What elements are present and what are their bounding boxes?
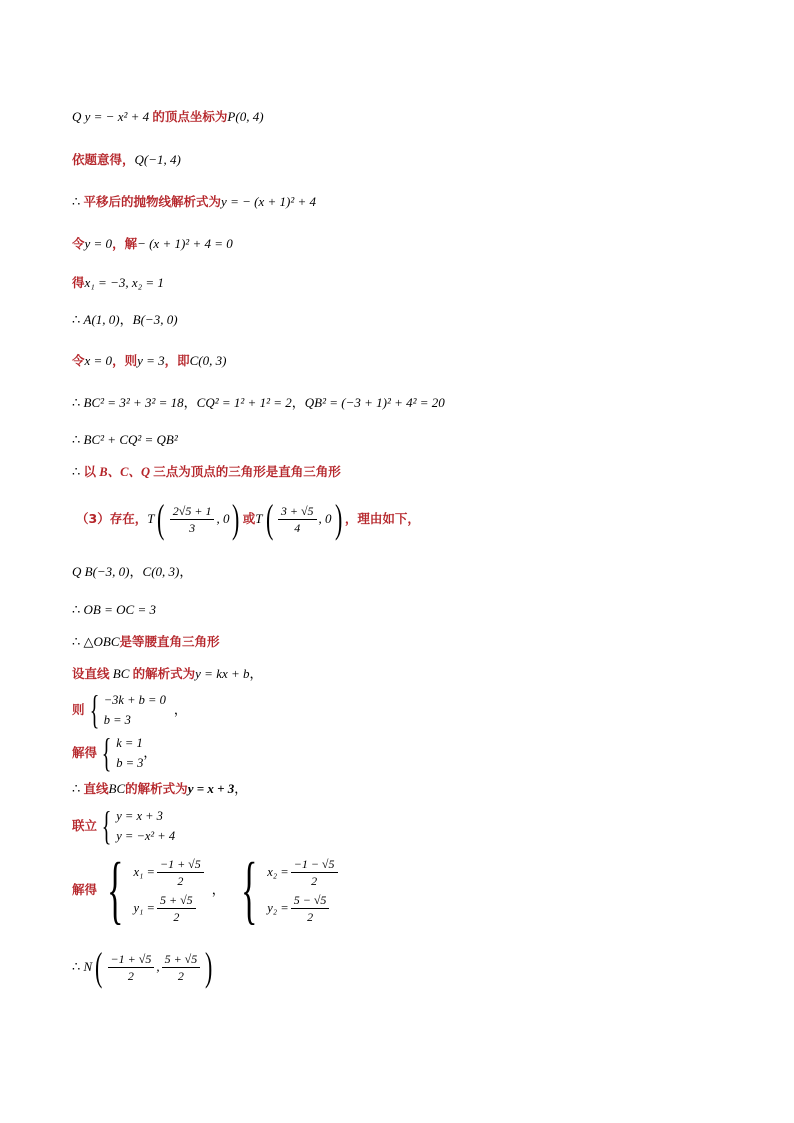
or-text: 或 xyxy=(242,511,256,526)
y1-fraction xyxy=(157,893,196,924)
line-bc-setup xyxy=(72,665,263,683)
points-ab-line xyxy=(72,311,178,329)
separator: ， xyxy=(173,702,187,717)
isosceles-text: 是等腰直角三角形 xyxy=(119,634,220,649)
separator: ， xyxy=(179,564,193,579)
solve-y0-line xyxy=(72,235,233,253)
system-row-1: −3k + b = 0 xyxy=(103,693,166,707)
n-x-numerator: −1 + √5 xyxy=(108,952,155,968)
therefore-symbol: ∴ xyxy=(72,634,81,649)
system-rows xyxy=(104,690,166,730)
left-paren: ( xyxy=(95,944,103,989)
t2-denominator: 4 xyxy=(294,520,301,535)
translated-parabola-line xyxy=(72,193,316,211)
point-b: B(−3, 0) xyxy=(84,564,130,579)
vertex-text: 的顶点坐标为 xyxy=(152,109,228,124)
y-equals-zero: y = 0 xyxy=(84,236,113,251)
separator: ， xyxy=(249,666,263,681)
separator: ， xyxy=(234,781,248,796)
left-brace: { xyxy=(107,848,124,932)
t2-tail: , 0 xyxy=(318,511,332,526)
according-text: 依题意得， xyxy=(72,152,135,167)
therefore-symbol: ∴ xyxy=(72,781,81,796)
point-q: Q(−1, 4) xyxy=(134,152,181,167)
therefore-symbol: ∴ xyxy=(72,432,81,447)
translated-text: 平移后的抛物线解析式为 xyxy=(83,194,222,209)
t1-fraction xyxy=(170,504,215,535)
therefore-symbol: ∴ xyxy=(72,194,81,209)
vertex-line xyxy=(72,108,264,126)
system-4 xyxy=(72,848,340,932)
separator: , xyxy=(156,959,160,974)
separator: ， xyxy=(129,564,143,579)
right-triangle-text: 三点为顶点的三角形是直角三角形 xyxy=(153,464,341,479)
right-paren: ) xyxy=(232,496,240,541)
system-row-2: b = 3 xyxy=(103,713,131,727)
combine-text: 联立 xyxy=(72,818,98,833)
y1-denominator: 2 xyxy=(173,909,180,924)
system-row-2: b = 3 xyxy=(116,756,144,770)
x2-label: x₂ = xyxy=(267,865,289,879)
t2-numerator: 3 + √5 xyxy=(278,504,317,520)
x2-row xyxy=(267,854,339,890)
system-2 xyxy=(72,730,157,775)
separator: ， xyxy=(143,745,157,760)
n-y-denominator: 2 xyxy=(177,968,184,983)
pythagoras-equation: BC² + CQ² = QB² xyxy=(83,432,178,447)
line-bc-result xyxy=(72,780,247,798)
left-paren: ( xyxy=(157,496,165,541)
y2-row xyxy=(267,890,339,926)
y1-label: y₁ = xyxy=(133,901,155,915)
cq-squared: CQ² = 1² + 1² = 2 xyxy=(196,395,292,410)
then-text: ，则 xyxy=(112,353,138,368)
part3-label: （3）存在， xyxy=(76,511,148,526)
roots-equation: x₁ = −3, x₂ = 1 xyxy=(84,275,164,290)
solve-result-text: 解得 xyxy=(72,882,98,897)
point-c-line xyxy=(72,352,226,370)
qb-squared: QB² = (−3 + 1)² + 4² = 20 xyxy=(304,395,445,410)
separator: ， xyxy=(211,882,225,897)
left-brace: { xyxy=(101,803,112,848)
x2-fraction xyxy=(291,857,338,888)
point-t2-name: T xyxy=(255,511,263,526)
x1-fraction xyxy=(157,857,204,888)
reason-text: ，理由如下， xyxy=(344,511,420,526)
n-x-fraction xyxy=(108,952,155,983)
point-n-name: N xyxy=(83,959,93,974)
y1-row xyxy=(134,890,206,926)
letters-bcq: B、C、Q xyxy=(99,465,150,479)
system-rows xyxy=(116,806,175,846)
solution-2 xyxy=(267,854,339,926)
system-row-1: k = 1 xyxy=(116,736,143,750)
system-1 xyxy=(72,687,187,732)
x1-row xyxy=(134,854,206,890)
bc-squared: BC² = 3² + 3² = 18 xyxy=(83,395,184,410)
line-bc-name: BC xyxy=(112,666,130,681)
x1-numerator: −1 + √5 xyxy=(157,857,204,873)
ob-oc-line xyxy=(72,601,156,619)
x2-numerator: −1 − √5 xyxy=(291,857,338,873)
line-bc-name: BC xyxy=(108,781,126,796)
let-text: 令 xyxy=(72,236,85,251)
solve-text: ，解 xyxy=(112,236,138,251)
left-brace: { xyxy=(89,687,99,732)
solution-1 xyxy=(134,854,206,926)
get-text: 得 xyxy=(72,275,85,290)
x1-label: x₁ = xyxy=(133,865,155,879)
point-c: C(0, 3) xyxy=(189,353,227,368)
n-y-numerator: 5 + √5 xyxy=(162,952,201,968)
y2-numerator: 5 − √5 xyxy=(291,893,330,909)
part3-line xyxy=(76,496,420,542)
therefore-symbol: ∴ xyxy=(72,602,81,617)
point-c: C(0, 3) xyxy=(142,564,180,579)
roots-line xyxy=(72,274,164,292)
point-t1-name: T xyxy=(147,511,155,526)
translated-equation: y = − (x + 1)² + 4 xyxy=(221,194,316,209)
line-equation: y = kx + b xyxy=(195,666,250,681)
point-a: A(1, 0) xyxy=(83,312,120,327)
x2-denominator: 2 xyxy=(311,873,318,888)
system-row-2: y = −x² + 4 xyxy=(116,829,176,843)
y1-numerator: 5 + √5 xyxy=(157,893,196,909)
expression-text: 的解析式为 xyxy=(132,666,196,681)
therefore-symbol: ∴ xyxy=(72,464,81,479)
set-line-text: 设直线 xyxy=(72,666,110,681)
n-y-fraction xyxy=(162,952,201,983)
y2-fraction xyxy=(291,893,330,924)
right-triangle-line xyxy=(72,463,341,481)
separator: ， xyxy=(291,395,305,410)
let-text: 令 xyxy=(72,353,85,368)
system-rows xyxy=(116,733,143,773)
right-paren: ) xyxy=(205,944,213,989)
solve-result-text: 解得 xyxy=(72,745,98,760)
left-brace: { xyxy=(101,730,112,775)
line-text: 直线 xyxy=(83,781,109,796)
ob-oc-equation: OB = OC = 3 xyxy=(83,602,156,617)
t1-tail: , 0 xyxy=(216,511,230,526)
point-q-line xyxy=(72,151,181,169)
triangle-obc: △OBC xyxy=(83,634,120,649)
separator: ， xyxy=(119,312,133,327)
zero-equation: − (x + 1)² + 4 = 0 xyxy=(137,236,233,251)
pythagoras-line xyxy=(72,431,178,449)
t1-numerator: 2√5 + 1 xyxy=(170,504,215,520)
because-symbol: Q xyxy=(72,109,82,124)
left-brace: { xyxy=(240,848,258,932)
therefore-symbol: ∴ xyxy=(72,959,81,974)
expression-text: 的解析式为 xyxy=(125,781,188,796)
therefore-symbol: ∴ xyxy=(72,312,81,327)
namely-text: ，即 xyxy=(164,353,190,368)
system-row-1: y = x + 3 xyxy=(116,809,163,823)
given-bc-line xyxy=(72,563,192,581)
with-text: 以 xyxy=(83,464,97,479)
t1-denominator: 3 xyxy=(189,520,196,535)
y2-label: y₂ = xyxy=(267,901,289,915)
then-text: 则 xyxy=(72,702,85,717)
right-paren: ) xyxy=(334,496,342,541)
y-equals-three: y = 3 xyxy=(137,353,165,368)
system-3 xyxy=(72,803,176,848)
point-b: B(−3, 0) xyxy=(132,312,178,327)
x1-denominator: 2 xyxy=(177,873,184,888)
y2-denominator: 2 xyxy=(307,909,314,924)
isosceles-line xyxy=(72,633,220,651)
squares-line xyxy=(72,394,445,412)
t2-fraction xyxy=(278,504,317,535)
line-bc-equation: y = x + 3 xyxy=(187,781,235,796)
because-symbol: Q xyxy=(72,564,82,579)
n-x-denominator: 2 xyxy=(127,968,134,983)
x-equals-zero: x = 0 xyxy=(84,353,113,368)
parabola-equation: y = − x² + 4 xyxy=(84,109,150,124)
separator: ， xyxy=(183,395,197,410)
point-n-line xyxy=(72,944,216,990)
therefore-symbol: ∴ xyxy=(72,395,81,410)
vertex-point: P(0, 4) xyxy=(227,109,264,124)
left-paren: ( xyxy=(265,496,273,541)
